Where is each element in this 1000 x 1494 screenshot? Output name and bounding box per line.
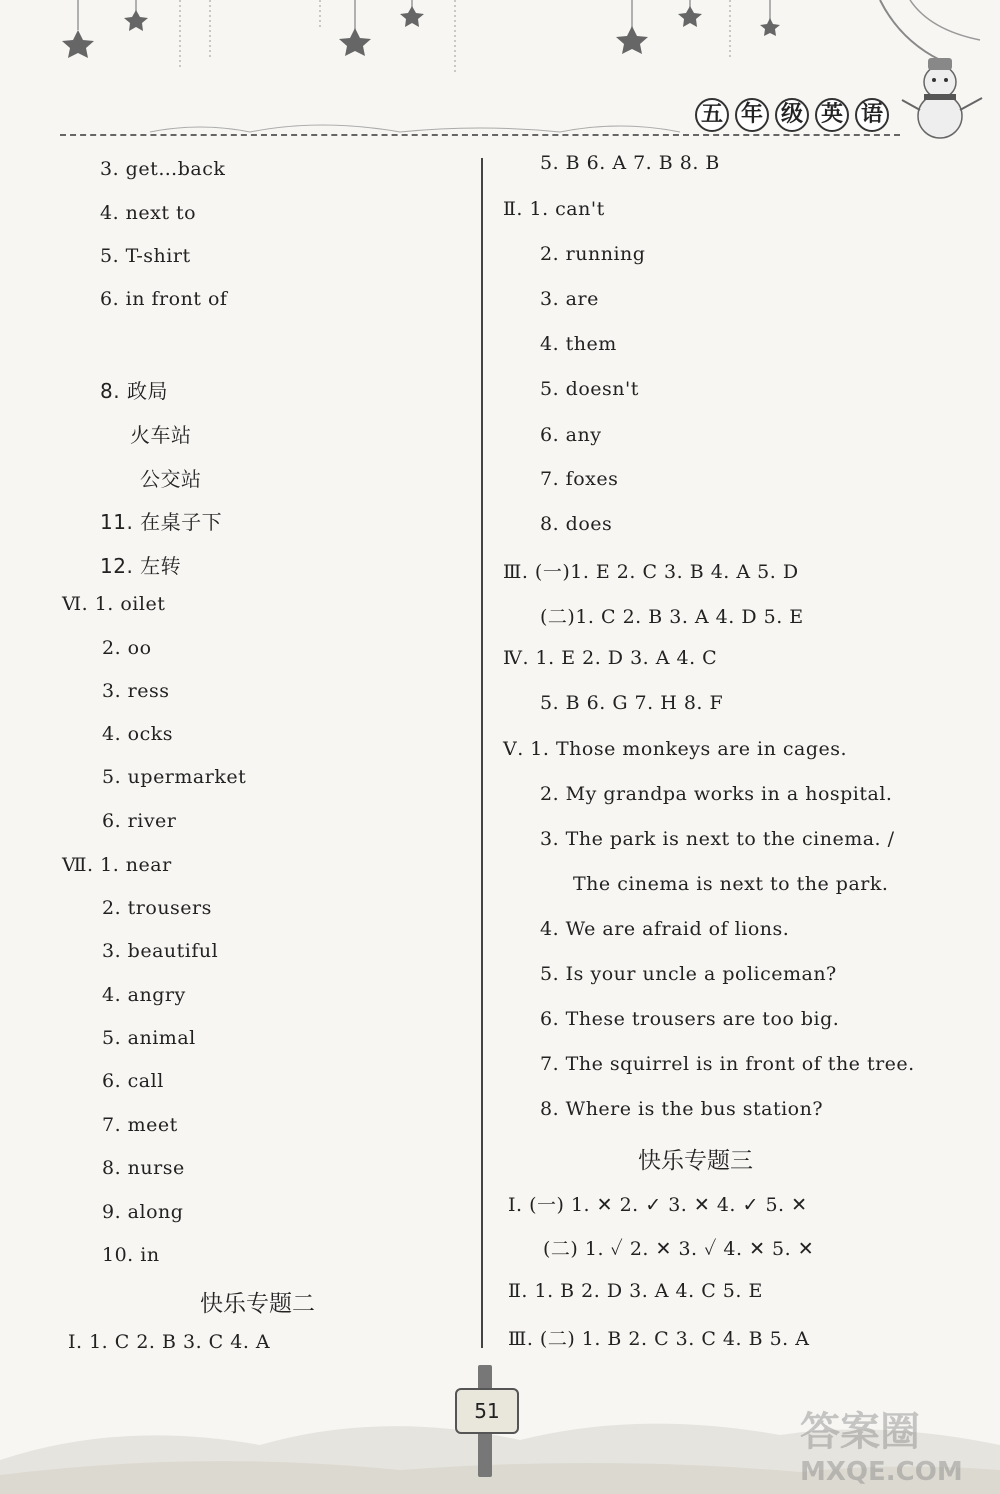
- left-answer-line: 3. ress: [102, 680, 170, 702]
- right-answer-line: Ⅰ. (一) 1. ✕ 2. ✓ 3. ✕ 4. ✓ 5. ✕: [508, 1194, 808, 1216]
- grade-char: 五: [695, 98, 729, 132]
- left-answer-line: 7. meet: [102, 1114, 178, 1136]
- right-answer-line: 3. are: [540, 288, 599, 310]
- right-answer-line: 5. B 6. G 7. H 8. F: [540, 692, 724, 714]
- left-answer-line: 公交站: [140, 467, 202, 491]
- right-answer-line: 6. any: [540, 424, 602, 446]
- grade-char: 语: [855, 98, 889, 132]
- grade-char: 年: [735, 98, 769, 132]
- left-answer-line: 2. oo: [102, 637, 152, 659]
- section-heading-3: 快乐专题三: [638, 1148, 753, 1174]
- right-answer-line: (二)1. C 2. B 3. A 4. D 5. E: [540, 606, 804, 628]
- right-answer-line: Ⅱ. 1. B 2. D 3. A 4. C 5. E: [508, 1280, 763, 1302]
- right-answer-line: (二) 1. ✓ 2. ✕ 3. ✓ 4. ✕ 5. ✕: [543, 1238, 815, 1260]
- left-answer-line: 5. upermarket: [102, 766, 247, 788]
- left-answer-line: 8. nurse: [102, 1157, 185, 1179]
- right-answer-line: 2. My grandpa works in a hospital.: [540, 783, 893, 805]
- left-answer-line: 10. in: [102, 1244, 160, 1266]
- left-answer-line: 11. 在桌子下: [100, 510, 223, 534]
- left-answer-line: 3. beautiful: [102, 940, 219, 962]
- right-answer-line: 7. foxes: [540, 468, 619, 490]
- watermark: [800, 1400, 990, 1485]
- grade-char: 级: [775, 98, 809, 132]
- left-answer-line: Ⅶ. 1. near: [62, 854, 172, 876]
- left-answer-line: Ⅵ. 1. oilet: [62, 593, 166, 615]
- left-answer-line: 5. T-shirt: [100, 245, 191, 267]
- right-answer-line: 5. doesn't: [540, 378, 639, 400]
- section-heading-2: 快乐专题二: [200, 1291, 315, 1317]
- watermark-text: 答案圈: [800, 1409, 920, 1455]
- right-answer-line: 6. These trousers are too big.: [540, 1008, 840, 1030]
- snowman-icon: [900, 50, 990, 140]
- right-answer-line: Ⅴ. 1. Those monkeys are in cages.: [503, 738, 848, 760]
- page-number: 51: [455, 1388, 519, 1434]
- right-answer-line: 7. The squirrel is in front of the tree.: [540, 1053, 915, 1075]
- left-answer-line: Ⅰ. 1. C 2. B 3. C 4. A: [68, 1331, 271, 1353]
- right-answer-line: The cinema is next to the park.: [573, 873, 889, 895]
- right-answer-line: Ⅳ. 1. E 2. D 3. A 4. C: [503, 647, 718, 669]
- left-answer-line: 3. get…back: [100, 158, 226, 180]
- left-answer-line: 4. ocks: [102, 723, 174, 745]
- right-answer-line: Ⅲ. (一)1. E 2. C 3. B 4. A 5. D: [503, 561, 799, 583]
- left-answer-line: 6. river: [102, 810, 177, 832]
- right-answer-line: 8. does: [540, 513, 613, 535]
- left-answer-line: 5. animal: [102, 1027, 196, 1049]
- right-answer-line: Ⅲ. (二) 1. B 2. C 3. C 4. B 5. A: [508, 1328, 810, 1350]
- right-answer-line: 2. running: [540, 243, 646, 265]
- left-answer-line: 2. trousers: [102, 897, 212, 919]
- watermark-url: MXQE.COM: [800, 1457, 963, 1487]
- column-divider: [481, 158, 483, 1348]
- left-answer-line: 火车站: [130, 423, 192, 447]
- header-divider: [60, 134, 900, 136]
- left-answer-line: 12. 左转: [100, 554, 182, 578]
- grade-subject-title: [695, 98, 889, 132]
- right-answer-line: 3. The park is next to the cinema. /: [540, 828, 895, 850]
- right-answer-line: 5. B 6. A 7. B 8. B: [540, 152, 720, 174]
- left-answer-line: 6. in front of: [100, 288, 228, 310]
- left-answer-line: 9. along: [102, 1201, 184, 1223]
- right-answer-line: 4. them: [540, 333, 617, 355]
- left-answer-line: 8. 政局: [100, 379, 168, 403]
- right-answer-line: 5. Is your uncle a policeman?: [540, 963, 837, 985]
- right-answer-line: 8. Where is the bus station?: [540, 1098, 824, 1120]
- left-answer-line: 6. call: [102, 1070, 164, 1092]
- right-answer-line: Ⅱ. 1. can't: [503, 198, 605, 220]
- page-header: [0, 0, 1000, 150]
- left-answer-line: 4. next to: [100, 202, 197, 224]
- grade-char: 英: [815, 98, 849, 132]
- right-answer-line: 4. We are afraid of lions.: [540, 918, 790, 940]
- left-answer-line: 4. angry: [102, 984, 186, 1006]
